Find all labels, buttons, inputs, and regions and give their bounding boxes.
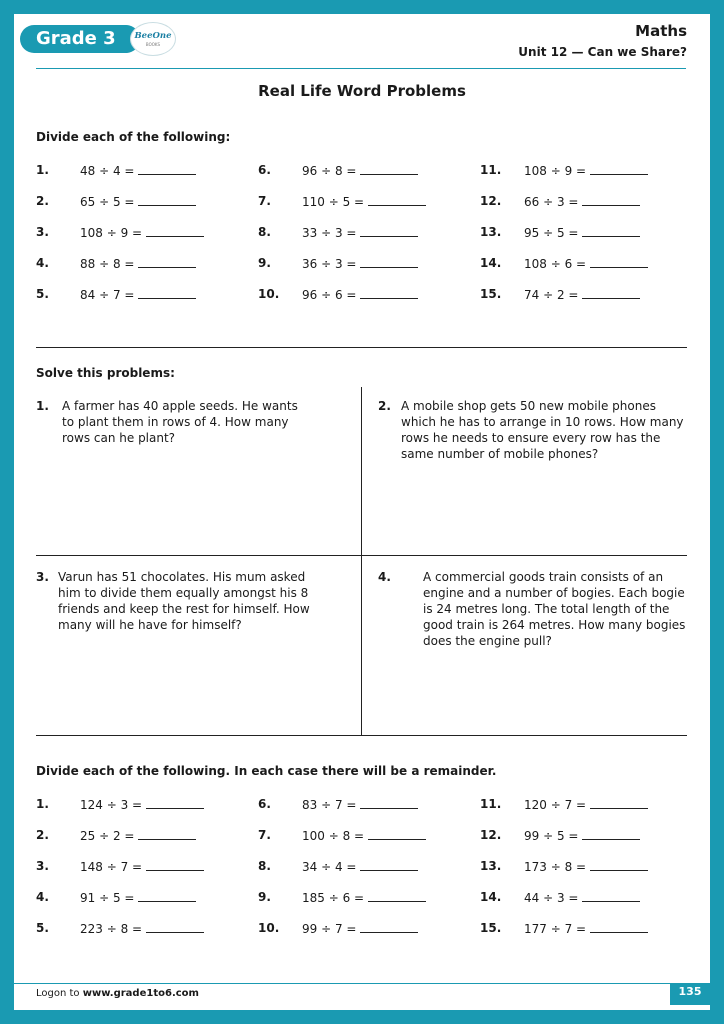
- question-number: 6.: [258, 797, 271, 811]
- expression-text: 108 ÷ 6 =: [524, 257, 587, 271]
- answer-blank[interactable]: [360, 163, 418, 175]
- question-expression: [80, 921, 204, 936]
- answer-blank[interactable]: [590, 859, 648, 871]
- answer-blank[interactable]: [582, 194, 640, 206]
- expression-text: 48 ÷ 4 =: [80, 164, 135, 178]
- question-expression: [302, 921, 418, 936]
- header-divider: [36, 68, 686, 69]
- expression-text: 96 ÷ 8 =: [302, 164, 357, 178]
- problem-number: 2.: [378, 399, 391, 413]
- question-number: 7.: [258, 828, 271, 842]
- answer-blank[interactable]: [582, 890, 640, 902]
- question-expression: [524, 890, 640, 905]
- question-number: 4.: [36, 256, 49, 270]
- question-expression: [524, 194, 640, 209]
- answer-blank[interactable]: [368, 828, 426, 840]
- question-number: 10.: [258, 921, 280, 935]
- footer-text: [36, 988, 199, 999]
- answer-blank[interactable]: [138, 163, 196, 175]
- question-expression: [80, 797, 204, 812]
- answer-blank[interactable]: [590, 797, 648, 809]
- question-number: 1.: [36, 163, 49, 177]
- question-number: 11.: [480, 797, 502, 811]
- section-divider: [36, 735, 687, 736]
- question-expression: [302, 194, 426, 209]
- answer-blank[interactable]: [590, 256, 648, 268]
- problem-text: A mobile shop gets 50 new mobile phones which he has to arrange in 10 rows. How many rows he needs to ensure every row has the same number of mobile phones?: [401, 399, 684, 461]
- expression-text: 65 ÷ 5 =: [80, 195, 135, 209]
- question-number: 12.: [480, 194, 502, 208]
- answer-blank[interactable]: [138, 890, 196, 902]
- problem-number: 1.: [36, 399, 49, 413]
- answer-blank[interactable]: [582, 828, 640, 840]
- question-expression: [524, 287, 640, 302]
- section1-instruction: Divide each of the following:: [36, 130, 231, 144]
- question-number: 10.: [258, 287, 280, 301]
- answer-blank[interactable]: [590, 921, 648, 933]
- answer-blank[interactable]: [146, 225, 204, 237]
- section-divider: [36, 347, 687, 348]
- answer-blank[interactable]: [582, 225, 640, 237]
- answer-blank[interactable]: [360, 287, 418, 299]
- question-expression: [524, 225, 640, 240]
- question-expression: [80, 890, 196, 905]
- question-number: 2.: [36, 828, 49, 842]
- question-expression: [302, 828, 426, 843]
- question-expression: [302, 890, 426, 905]
- expression-text: 100 ÷ 8 =: [302, 829, 365, 843]
- question-expression: [302, 225, 418, 240]
- question-expression: [302, 797, 418, 812]
- question-number: 14.: [480, 890, 502, 904]
- question-number: 3.: [36, 225, 49, 239]
- question-number: 9.: [258, 890, 271, 904]
- expression-text: 34 ÷ 4 =: [302, 860, 357, 874]
- question-number: 3.: [36, 859, 49, 873]
- question-number: 1.: [36, 797, 49, 811]
- expression-text: 99 ÷ 7 =: [302, 922, 357, 936]
- expression-text: 74 ÷ 2 =: [524, 288, 579, 302]
- question-number: 12.: [480, 828, 502, 842]
- expression-text: 83 ÷ 7 =: [302, 798, 357, 812]
- question-number: 6.: [258, 163, 271, 177]
- expression-text: 148 ÷ 7 =: [80, 860, 143, 874]
- expression-text: 110 ÷ 5 =: [302, 195, 365, 209]
- expression-text: 173 ÷ 8 =: [524, 860, 587, 874]
- question-number: 13.: [480, 225, 502, 239]
- subject-title: Maths: [635, 22, 687, 40]
- expression-text: 185 ÷ 6 =: [302, 891, 365, 905]
- problem-number: 4.: [378, 570, 391, 584]
- problem-number: 3.: [36, 570, 49, 584]
- expression-text: 120 ÷ 7 =: [524, 798, 587, 812]
- expression-text: 36 ÷ 3 =: [302, 257, 357, 271]
- question-expression: [302, 163, 418, 178]
- question-number: 8.: [258, 859, 271, 873]
- question-expression: [80, 859, 204, 874]
- question-number: 13.: [480, 859, 502, 873]
- question-number: 14.: [480, 256, 502, 270]
- page-number: 135: [670, 983, 710, 1005]
- answer-blank[interactable]: [360, 921, 418, 933]
- question-expression: [524, 828, 640, 843]
- footer-divider: [0, 983, 724, 984]
- question-number: 15.: [480, 287, 502, 301]
- answer-blank[interactable]: [368, 890, 426, 902]
- expression-text: 96 ÷ 6 =: [302, 288, 357, 302]
- answer-blank[interactable]: [590, 163, 648, 175]
- unit-title: Unit 12 — Can we Share?: [518, 45, 687, 59]
- expression-text: 91 ÷ 5 =: [80, 891, 135, 905]
- question-expression: [302, 859, 418, 874]
- expression-text: 177 ÷ 7 =: [524, 922, 587, 936]
- question-expression: [80, 828, 196, 843]
- question-expression: [524, 797, 648, 812]
- page-title: Real Life Word Problems: [258, 82, 466, 100]
- answer-blank[interactable]: [146, 921, 204, 933]
- expression-text: 99 ÷ 5 =: [524, 829, 579, 843]
- section3-instruction: Divide each of the following. In each case there will be a remainder.: [36, 764, 497, 778]
- question-expression: [80, 225, 204, 240]
- section2-instruction: Solve this problems:: [36, 366, 175, 380]
- question-number: 15.: [480, 921, 502, 935]
- question-number: 4.: [36, 890, 49, 904]
- answer-blank[interactable]: [582, 287, 640, 299]
- problem-text: A commercial goods train consists of an engine and a number of bogies. Each bogie is 24 metres long. The total length of the good train is 264 metres. How many bogies does the engine pull?: [423, 570, 686, 648]
- question-number: 9.: [258, 256, 271, 270]
- logo-text: BeeOne: [134, 31, 172, 41]
- answer-blank[interactable]: [368, 194, 426, 206]
- answer-blank[interactable]: [360, 256, 418, 268]
- question-expression: [80, 194, 196, 209]
- answer-blank[interactable]: [146, 797, 204, 809]
- expression-text: 108 ÷ 9 =: [80, 226, 143, 240]
- answer-blank[interactable]: [360, 859, 418, 871]
- expression-text: 44 ÷ 3 =: [524, 891, 579, 905]
- answer-blank[interactable]: [138, 828, 196, 840]
- expression-text: 95 ÷ 5 =: [524, 226, 579, 240]
- question-expression: [80, 256, 196, 271]
- question-expression: [80, 287, 196, 302]
- answer-blank[interactable]: [138, 287, 196, 299]
- expression-text: 25 ÷ 2 =: [80, 829, 135, 843]
- expression-text: 84 ÷ 7 =: [80, 288, 135, 302]
- question-number: 2.: [36, 194, 49, 208]
- answer-blank[interactable]: [146, 859, 204, 871]
- answer-blank[interactable]: [360, 225, 418, 237]
- question-expression: [80, 163, 196, 178]
- question-number: 5.: [36, 287, 49, 301]
- question-number: 5.: [36, 921, 49, 935]
- expression-text: 66 ÷ 3 =: [524, 195, 579, 209]
- question-number: 11.: [480, 163, 502, 177]
- problem-grid-horizontal-line: [36, 555, 687, 556]
- footer-prefix: Logon to: [36, 988, 83, 999]
- question-number: 7.: [258, 194, 271, 208]
- question-expression: [524, 163, 648, 178]
- question-number: 8.: [258, 225, 271, 239]
- expression-text: 108 ÷ 9 =: [524, 164, 587, 178]
- answer-blank[interactable]: [138, 194, 196, 206]
- question-expression: [524, 256, 648, 271]
- question-expression: [524, 859, 648, 874]
- expression-text: 223 ÷ 8 =: [80, 922, 143, 936]
- expression-text: 33 ÷ 3 =: [302, 226, 357, 240]
- footer-website-link[interactable]: www.grade1to6.com: [82, 988, 199, 999]
- grade-badge: Grade 3: [20, 25, 140, 53]
- problem-grid-vertical-line: [361, 387, 362, 735]
- question-expression: [524, 921, 648, 936]
- expression-text: 88 ÷ 8 =: [80, 257, 135, 271]
- expression-text: 124 ÷ 3 =: [80, 798, 143, 812]
- question-expression: [302, 287, 418, 302]
- answer-blank[interactable]: [360, 797, 418, 809]
- answer-blank[interactable]: [138, 256, 196, 268]
- beeone-logo: [130, 22, 176, 56]
- problem-text: A farmer has 40 apple seeds. He wants to plant them in rows of 4. How many rows can he plant?: [62, 399, 298, 445]
- logo-subtext: BOOKS: [145, 42, 161, 47]
- question-expression: [302, 256, 418, 271]
- problem-text: Varun has 51 chocolates. His mum asked him to divide them equally amongst his 8 friends and keep the rest for himself. How many will he have for himself?: [58, 570, 310, 632]
